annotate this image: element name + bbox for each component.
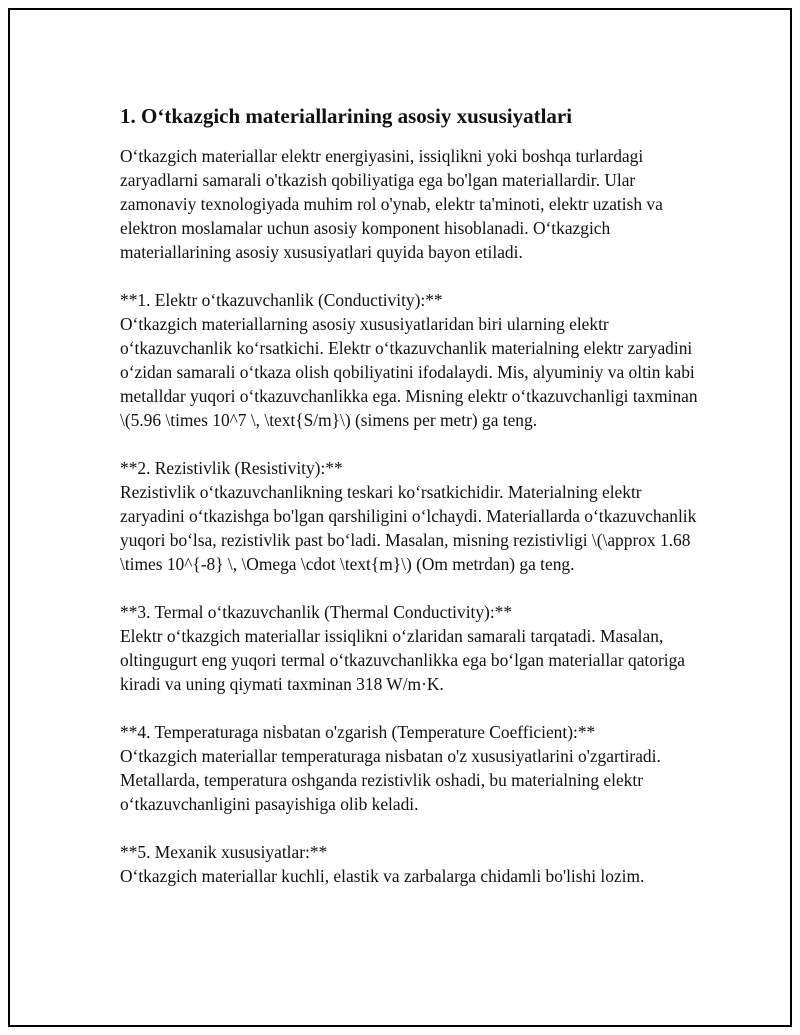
document-title: 1. O‘tkazgich materiallarining asosiy xususiyatlari <box>120 104 573 128</box>
section-body: Elektr o‘tkazgich materiallar issiqlikni o‘zlaridan samarali tarqatadi. Masalan, oltingugurt eng yuqori termal o‘tkazuvchanlikka ega bo‘lgan materiallar qatoriga kiradi va uning qiymati taxminan 318 W/m·K. <box>120 626 685 694</box>
document-body <box>120 102 700 912</box>
section-heading: **5. Mexanik xususiyatlar:** <box>120 842 328 862</box>
section-body: Rezistivlik o‘tkazuvchanlikning teskari ko‘rsatkichidir. Materialning elektr zaryadini o‘tkazishga bo'lgan qarshiligini o‘lchaydi. Materiallarda o‘tkazuvchanlik yuqori bo‘lsa, rezistivlik past bo‘ladi. Masalan, misning rezistivligi \(\approx 1.68 \times 10^{-8} \, \Omega \cdot \text{m}\) (Om metrdan) ga teng. <box>120 482 697 574</box>
section-heading: **4. Temperaturaga nisbatan o'zgarish (Temperature Coefficient):** <box>120 722 596 742</box>
section-temperature-coefficient <box>120 720 700 816</box>
section-body: O‘tkazgich materiallarning asosiy xususiyatlaridan biri ularning elektr o‘tkazuvchanlik ko‘rsatkichi. Elektr o‘tkazuvchanlik materialning elektr zaryadini o‘zidan samarali o‘tkaza olish qobiliyatini ifodalaydi. Mis, alyuminiy va oltin kabi metalldar yuqori o‘tkazuvchanlikka ega. Misning elektr o‘tkazuvchanligi taxminan \(5.96 \times 10^7 \, \text{S/m}\) (simens per metr) ga teng. <box>120 314 698 430</box>
section-resistivity <box>120 456 700 576</box>
section-heading: **1. Elektr o‘tkazuvchanlik (Conductivity):** <box>120 290 443 310</box>
section-conductivity <box>120 288 700 432</box>
section-heading: **2. Rezistivlik (Resistivity):** <box>120 458 343 478</box>
section-body: O‘tkazgich materiallar temperaturaga nisbatan o'z xususiyatlarini o'zgartiradi. Metallarda, temperatura oshganda rezistivlik oshadi, bu materialning elektr o‘tkazuvchanligini pasayishiga olib keladi. <box>120 746 661 814</box>
section-mechanical-properties <box>120 840 700 888</box>
section-thermal-conductivity <box>120 600 700 696</box>
intro-paragraph: O‘tkazgich materiallar elektr energiyasini, issiqlikni yoki boshqa turlardagi zaryadlarni samarali o'tkazish qobiliyatiga ega bo'lgan materiallardir. Ular zamonaviy texnologiyada muhim rol o'ynab, elektr ta'minoti, elektr uzatish va elektron moslamalar uchun asosiy komponent hisoblanadi. O‘tkazgich materiallarining asosiy xususiyatlari quyida bayon etiladi. <box>120 146 663 262</box>
section-body: O‘tkazgich materiallar kuchli, elastik va zarbalarga chidamli bo'lishi lozim. <box>120 866 645 886</box>
section-heading: **3. Termal o‘tkazuvchanlik (Thermal Conductivity):** <box>120 602 513 622</box>
page-frame <box>8 8 792 1027</box>
